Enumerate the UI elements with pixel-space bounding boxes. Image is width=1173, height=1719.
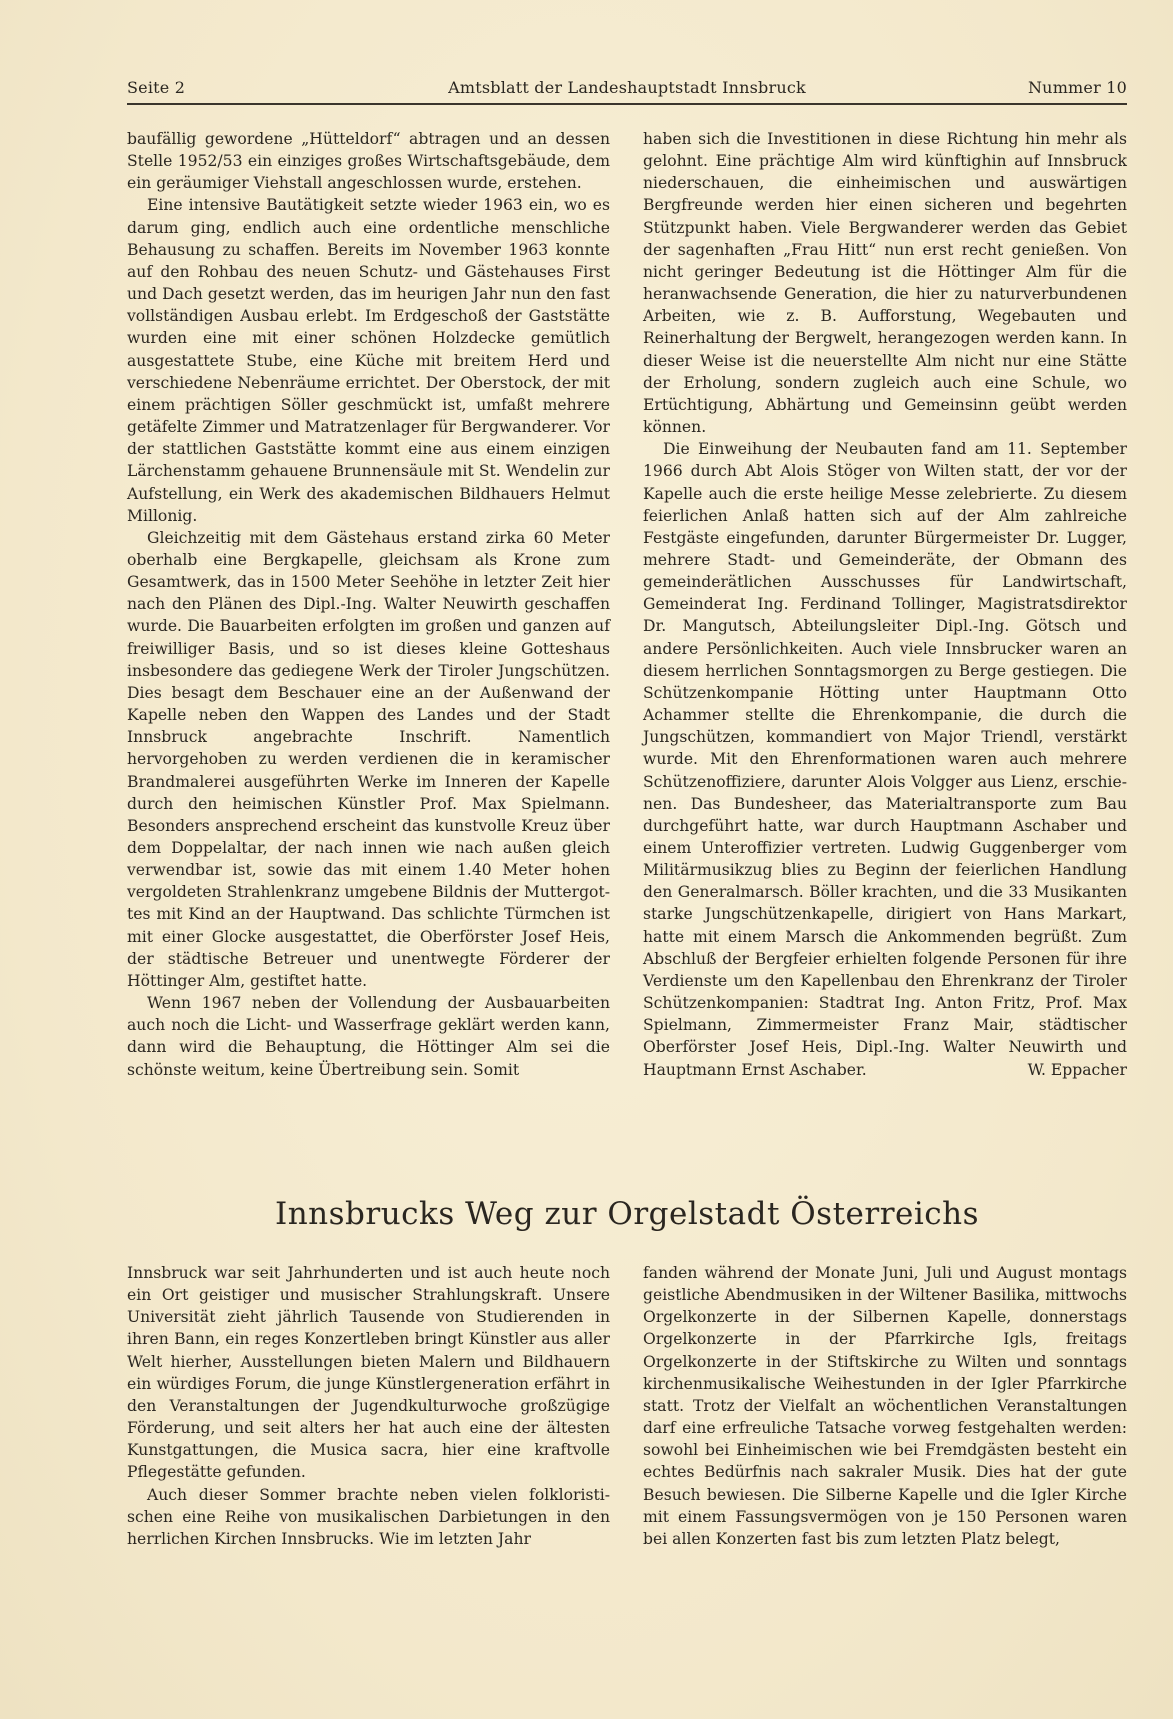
article1-column-right (643, 128, 1127, 1081)
author-signature: W. Eppacher (1027, 1060, 1127, 1079)
paragraph: Auch dieser Sommer brachte neben vielen folkloristischen eine Reihe von musikalischen Darbietungen in den herrlichen Kirchen Innsbrucks. Wie im letzten Jahr (127, 1485, 610, 1548)
publication-title: Amtsblatt der Landeshauptstadt Innsbruck (448, 78, 806, 97)
paragraph-text: Die Einweihung der Neubauten fand am 11. September 1966 durch Abt Alois Stöger von Wilten statt, der vor der Kapelle auch die erste heilige Messe zelebrierte. Zu diesem feierlichen Anlaß hatten sich auf der Alm zahlreiche Festgäste eingefunden, darunter Bürgermeister Dr. Lugger, mehrere Stadt- und Gemeinderäte, der Obmann des gemeinderätlichen Ausschusses für Landwirtschaft, Gemeinderat Ing. Ferdinand Tollinger, Magistratsdirektor Dr. Mangutsch, Abteilungsleiter Dipl.-Ing. Götsch und andere Persönlichkeiten. Auch viele Innsbrucker waren an diesem herrlichen Sonntagsmorgen zu Berge gestiegen. Die Schützenkompanie Hötting unter Hauptmann Otto Achammer stellte die Ehrenkompanie, die durch die Jungschützen, kommandiert von Major Triendl, verstärkt wurde. Mit den Ehrenformationen waren auch mehrere Schützenoffiziere, darunter Alois Volgger aus Lienz, erschienen. Das Bundesheer, das Materialtransporte zum Bau durchgeführt hatte, war durch Hauptmann Aschaber und einem Unteroffizier vertreten. Ludwig Guggenberger vom Militärmusikzug blies zu Beginn der feierlichen Handlung den Generalmarsch. Böller krachten, und die 33 Musikanten starke Jungschützenkapelle, dirigiert von Hans Markart, hatte mit einem Marsch die Ankommenden begrüßt. Zum Abschluß der Bergfeier erhielten folgende Personen für ihre Verdienste um den Kapellenbau den Ehrenkranz der Tiroler Schützenkompanien: Stadtrat Ing. Anton Fritz, Prof. Max Spielmann, Zimmermeister Franz Mair, städtischer Oberförster Josef Heis, Dipl.-Ing. Walter Neuwirth und Hauptmann Ernst Aschaber. (643, 440, 1127, 1079)
paragraph (643, 438, 1127, 1081)
article2-column-left (127, 1262, 610, 1550)
paragraph: Gleichzeitig mit dem Gästehaus erstand zirka 60 Meter oberhalb eine Bergkapelle, gleichsam als Krone zum Gesamtwerk, das in 1500 Meter Seehöhe in letzter Zeit hier nach den Plänen des Dipl.-Ing. Walter Neuwirth geschaffen wurde. Die Bauarbeiten erfolgten im großen und ganzen auf freiwilliger Basis, und so ist dieses kleine Gotteshaus insbesondere das gediegene Werk der Tiroler Jungschützen. Dies besagt dem Beschauer eine an der Außenwand der Kapelle neben den Wappen des Landes und der Stadt Innsbruck angebrachte Inschrift. Namentlich hervorgehoben zu werden verdienen die in keramischer Brandmalerei ausgeführten Werke im Inneren der Kapelle durch den heimischen Künstler Prof. Max Spielmann. Besonders ansprechend erscheint das kunstvolle Kreuz über dem Doppelaltar, der nach innen wie nach außen gleich verwendbar ist, sowie das mit einem 1.40 Meter hohen vergoldeten Strahlenkranz umgebene Bildnis der Muttergottes mit Kind an der Hauptwand. Das schlichte Türmchen ist mit einer Glocke ausgestattet, die Oberförster Josef Heis, der städtische Betreuer und unentwegte Förderer der Höttinger Alm, gestiftet hatte. (127, 528, 610, 990)
issue-number: Nummer 10 (1027, 78, 1127, 97)
article1-column-left (127, 128, 610, 1081)
paragraph: fanden während der Monate Juni, Juli und August montags geistliche Abendmusiken in der Wiltener Basilika, mittwochs Orgelkonzerte in der Silbernen Kapelle, donnerstags Orgelkonzerte in der Pfarrkirche Igls, freitags Orgelkonzerte in der Stiftskirche zu Wilten und sonntags kirchenmusikalische Weihestunden in der Igler Pfarrkirche statt. Trotz der Vielfalt an wöchentlichen Veranstaltungen darf eine erfreuliche Tatsache vorweg festgehalten werden: sowohl bei Einheimischen wie bei Fremdgästen besteht ein echtes Bedürfnis nach sakraler Musik. Dies hat der gute Besuch bewiesen. Die Silberne Kapelle und die Igler Kirche mit einem Fassungsvermögen von je 150 Personen waren bei allen Konzerten fast bis zum letzten Platz belegt, (643, 1264, 1127, 1548)
paragraph: Innsbruck war seit Jahrhunderten und ist auch heute noch ein Ort geistiger und musischer Strahlungskraft. Unsere Universität zieht jährlich Tausende von Studierenden in ihren Bann, ein reges Konzertleben bringt Künstler aus aller Welt hierher, Ausstellungen bieten Malern und Bildhauern ein würdiges Forum, die junge Künstlergeneration erfährt in den Veranstaltungen der Jugendkulturwoche großzügige Förderung, und seit alters her hat auch eine der ältesten Kunstgattungen, die Musica sacra, hier eine kraftvolle Pflegestätte gefunden. (127, 1264, 610, 1482)
paragraph: baufällig gewordene „Hütteldorf“ abtragen und an dessen Stelle 1952/53 ein einziges großes Wirtschaftsgebäude, dem ein geräumiger Viehstall angeschlossen wurde, erstehen. (127, 130, 610, 193)
paragraph: Wenn 1967 neben der Vollendung der Ausbauarbeiten auch noch die Licht- und Wasserfrage geklärt werden kann, dann wird die Behauptung, die Höttinger Alm sei die schönste weitum, keine Übertreibung sein. Somit (127, 994, 610, 1079)
paragraph: Eine intensive Bautätigkeit setzte wieder 1963 ein, wo es darum ging, endlich auch eine ordentliche menschliche Behausung zu schaffen. Bereits im November 1963 konnte auf den Rohbau des neuen Schutz- und Gästehauses First und Dach gesetzt werden, das im heurigen Jahr nun den fast vollständigen Ausbau erlebt. Im Erdgeschoß der Gaststätte wurden eine mit einer schönen Holzdecke gemütlich ausgestattete Stube, eine Küche mit breitem Herd und verschiedene Nebenräume errichtet. Der Oberstock, der mit einem prächtigen Söller geschmückt ist, umfaßt mehrere getäfelte Zimmer und Matratzenlager für Bergwanderer. Vor der stattlichen Gaststätte kommt eine aus einem einzigen Lärchenstamm gehauene Brunnensäule mit St. Wendelin zur Aufstellung, ein Werk des akademischen Bildhauers Helmut Millonig. (127, 196, 610, 525)
page-number: Seite 2 (127, 78, 186, 97)
article2-column-right (643, 1262, 1127, 1550)
header-rule (127, 103, 1127, 105)
page-header (127, 74, 1127, 100)
article2-headline: Innsbrucks Weg zur Orgelstadt Österreichs (274, 1196, 980, 1232)
paragraph: haben sich die Investitionen in diese Richtung hin mehr als gelohnt. Eine prächtige Alm wird künftighin auf Innsbruck niederschauen, die einheimischen und auswärtigen Bergfreunde werden hier einen sicheren und begehrten Stützpunkt haben. Viele Bergwanderer werden das Gebiet der sagenhaften „Frau Hitt“ nun erst recht genießen. Von nicht geringer Bedeutung ist die Höttinger Alm für die heranwachsende Generation, die hier zu naturverbundenen Arbeiten, wie z. B. Aufforstung, Wegebauten und Reinerhaltung der Bergwelt, herangezogen werden kann. In dieser Weise ist die neuerstellte Alm nicht nur eine Stätte der Erholung, sondern zugleich auch eine Schule, wo Ertüchtigung, Abhärtung und Gemeinsinn geübt werden können. (643, 130, 1127, 437)
